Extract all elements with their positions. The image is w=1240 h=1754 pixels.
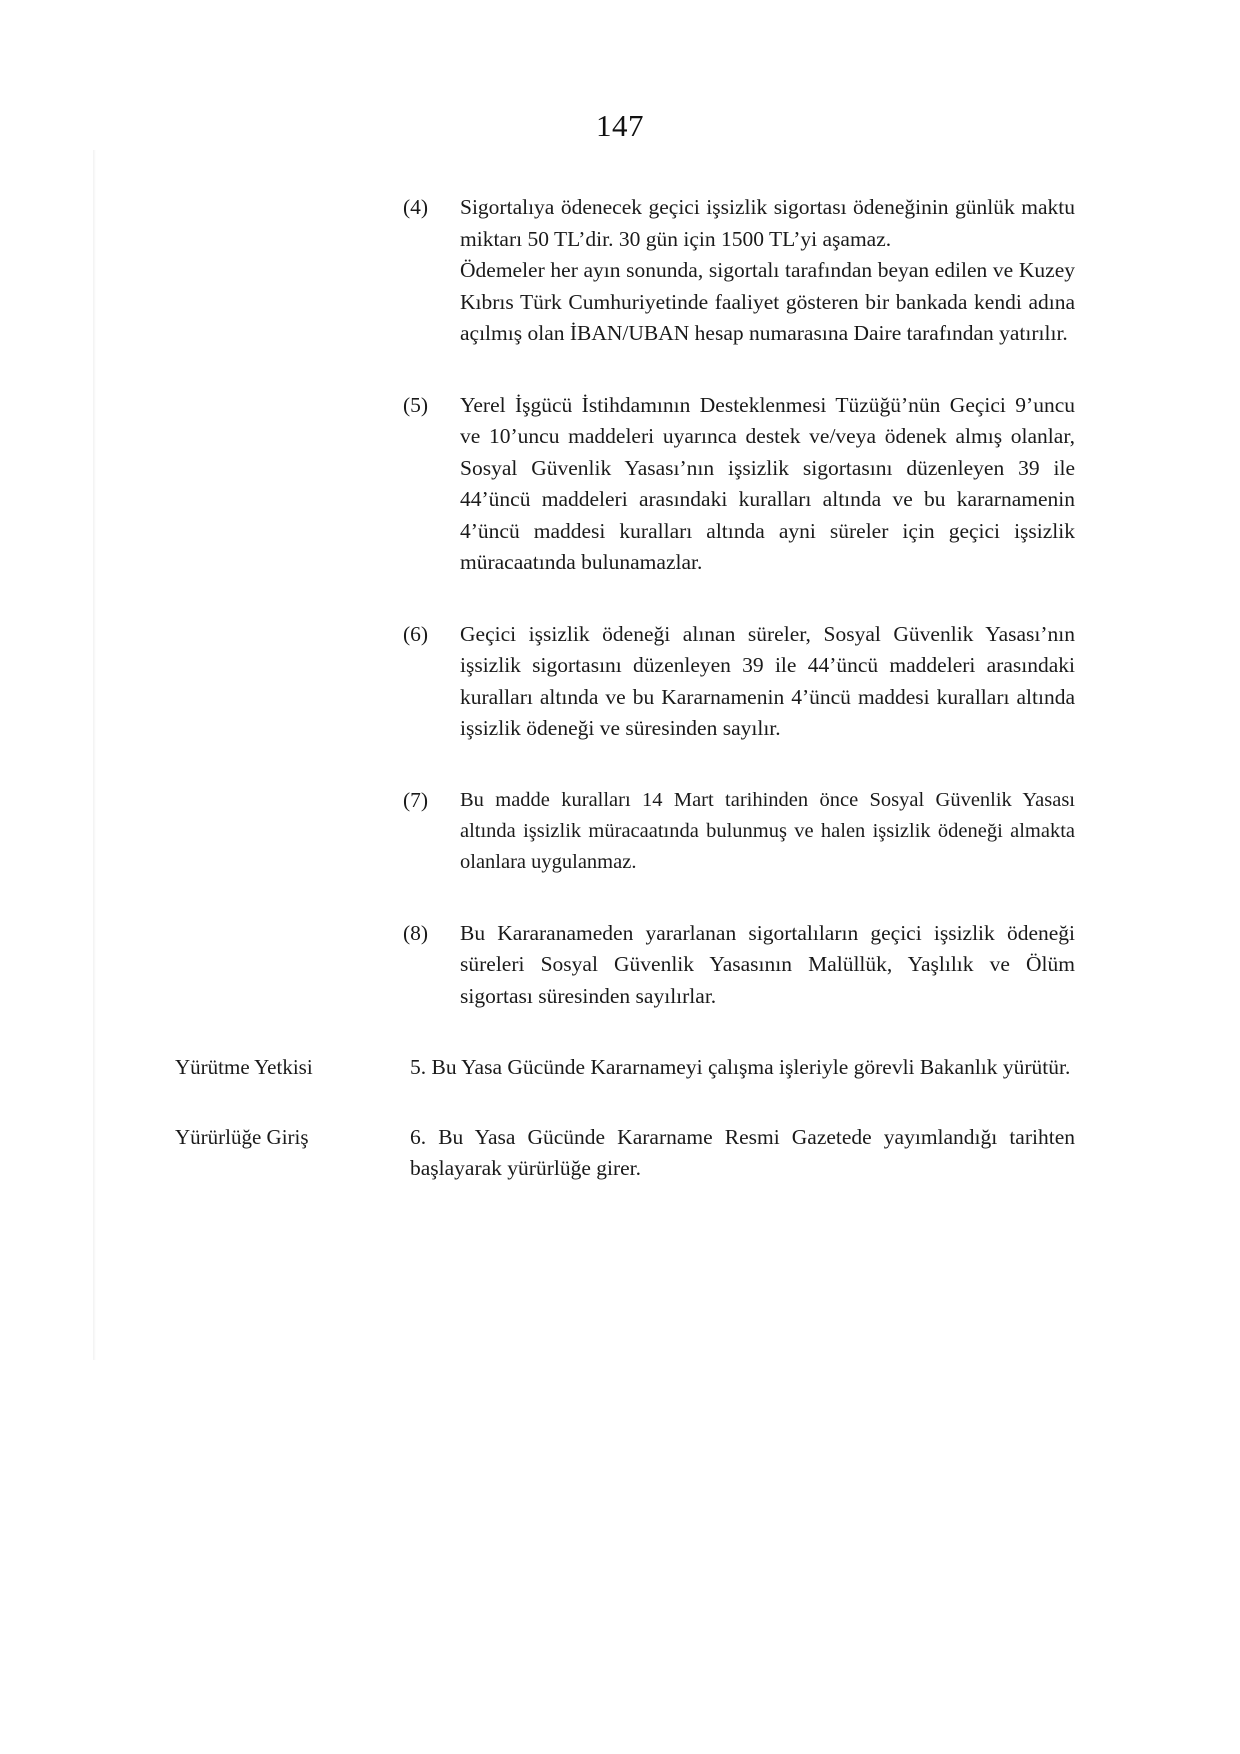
clause-4 <box>0 192 1240 350</box>
clause-marker: (6) <box>403 621 429 646</box>
page-content <box>0 192 1240 1209</box>
section-spacer <box>0 605 1240 619</box>
section-spacer <box>0 771 1240 785</box>
clause-marker: (4) <box>403 195 429 219</box>
clause-body <box>460 785 1075 878</box>
clause-paragraph: Ödemeler her ayın sonunda, sigortalı tarafından beyan edilen ve Kuzey Kıbrıs Türk Cumhuriyetinde faaliyet gösteren bir bankada kendi adına açılmış olan İBAN/UBAN hesap numarasına Daire tarafından yatırılır. <box>460 258 1075 345</box>
clause-marker: (8) <box>403 920 429 945</box>
clause-body <box>460 619 1075 745</box>
article-body <box>410 1122 1075 1185</box>
clause-body <box>460 918 1075 1013</box>
article-paragraph: 5. Bu Yasa Gücünde Kararnameyi çalışma işleriyle görevli Bakanlık yürütür. <box>410 1055 1071 1079</box>
section-spacer <box>0 376 1240 390</box>
clause-body <box>460 390 1075 579</box>
clause-8 <box>0 918 1240 1013</box>
clause-paragraph: Sigortalıya ödenecek geçici işsizlik sigortası ödeneğinin günlük maktu miktarı 50 TL’dir. 30 gün için 1500 TL’yi aşamaz. <box>460 195 1075 251</box>
page-number: 147 <box>596 108 644 143</box>
clause-body <box>460 192 1075 350</box>
clause-5 <box>0 390 1240 579</box>
article-margin-label: Yürütme Yetkisi <box>175 1055 313 1079</box>
article-paragraph: 6. Bu Yasa Gücünde Kararname Resmi Gazetede yayımlandığı tarihten başlayarak yürürlüğe girer. <box>410 1124 1075 1180</box>
article-yurutme-yetkisi <box>0 1052 1240 1084</box>
section-spacer <box>0 904 1240 918</box>
clause-paragraph: Bu madde kuralları 14 Mart tarihinden önce Sosyal Güvenlik Yasası altında işsizlik müracaatında bulunmuş ve halen işsizlik ödeneği almakta olanlara uygulanmaz. <box>460 788 1075 873</box>
article-yururluge-giris <box>0 1122 1240 1185</box>
clause-marker: (7) <box>403 787 429 812</box>
article-margin-label: Yürürlüğe Giriş <box>175 1124 309 1149</box>
article-body <box>410 1052 1075 1084</box>
section-spacer <box>0 1108 1240 1122</box>
clause-paragraph: Geçici işsizlik ödeneği alınan süreler, Sosyal Güvenlik Yasası’nın işsizlik sigortasını düzenleyen 39 ile 44’üncü maddeleri arasındaki kuralları altında ve bu Kararnamenin 4’üncü maddesi kuralları altında işsizlik ödeneği ve süresinden sayılır. <box>460 621 1075 740</box>
clause-7 <box>0 785 1240 878</box>
clause-paragraph: Yerel İşgücü İstihdamının Desteklenmesi Tüzüğü’nün Geçici 9’uncu ve 10’uncu maddeleri uyarınca destek ve/veya ödenek almış olanlar, Sosyal Güvenlik Yasası’nın işsizlik sigortasını düzenleyen 39 ile 44’üncü maddeleri arasındaki kuralları altında ve bu kararnamenin 4’üncü maddesi kuralları altında ayni süreler için geçici işsizlik müracaatında bulunamazlar. <box>460 392 1075 574</box>
clause-6 <box>0 619 1240 745</box>
section-spacer <box>0 1038 1240 1052</box>
clause-paragraph: Bu Kararanameden yararlanan sigortalıların geçici işsizlik ödeneği süreleri Sosyal Güvenlik Yasasının Malüllük, Yaşlılık ve Ölüm sigortası süresinden sayılırlar. <box>460 920 1075 1008</box>
clause-marker: (5) <box>403 392 429 417</box>
